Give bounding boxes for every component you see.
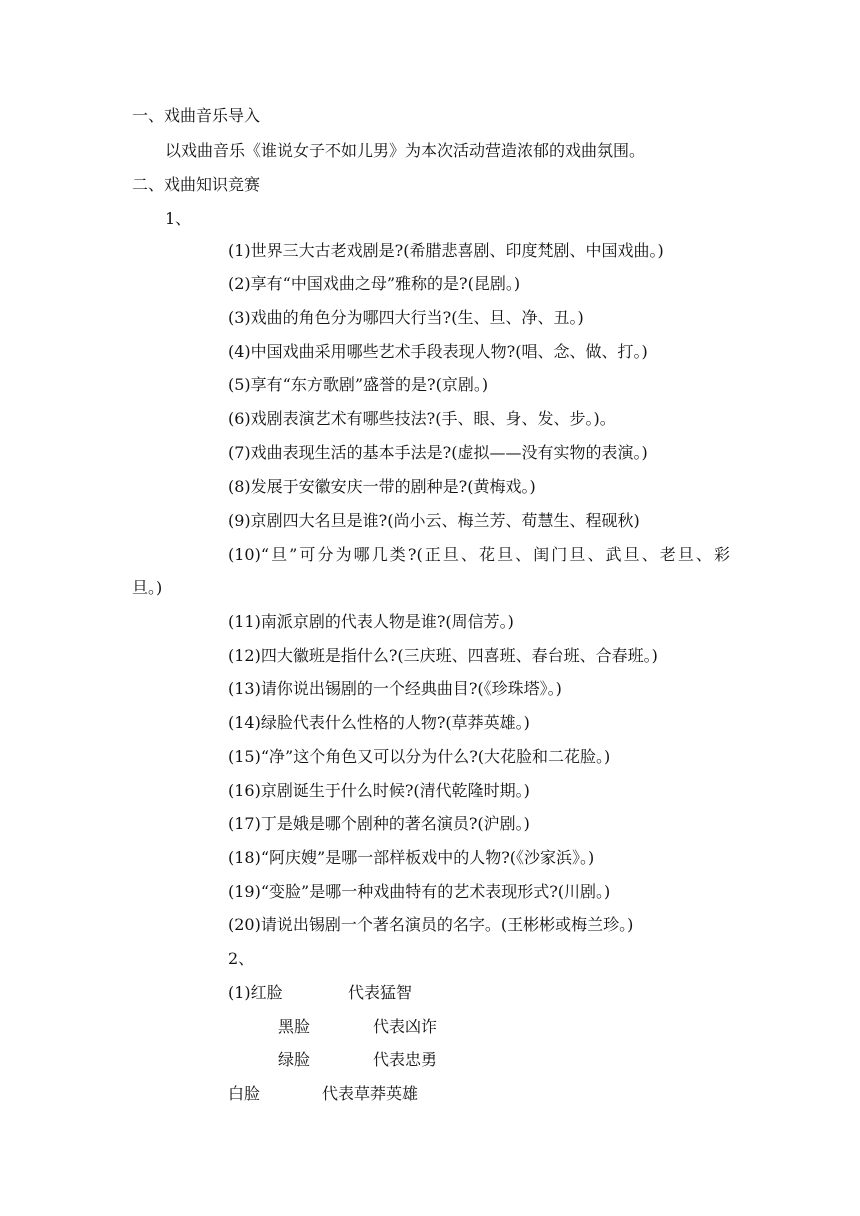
matching-right-3: 代表忠勇 xyxy=(373,1050,438,1069)
question-19: (19)“变脸”是哪一种戏曲特有的艺术表现形式?(川剧。) xyxy=(228,882,611,901)
matching-right-1: 代表猛智 xyxy=(348,983,413,1002)
matching-left-1: (1)红脸 xyxy=(228,983,283,1002)
question-17: (17)丁是娥是哪个剧种的著名演员?(沪剧。) xyxy=(228,814,530,833)
question-7: (7)戏曲表现生活的基本手法是?(虚拟——没有实物的表演。) xyxy=(228,443,648,462)
question-2: (2)享有“中国戏曲之母”雅称的是?(昆剧。) xyxy=(228,274,521,293)
matching-left-2: 黑脸 xyxy=(278,1017,311,1036)
question-13: (13)请你说出锡剧的一个经典曲目?(《珍珠塔》。) xyxy=(228,679,562,698)
question-20: (20)请说出锡剧一个著名演员的名字。(王彬彬或梅兰珍。) xyxy=(228,915,634,934)
subsection-1-label: 1、 xyxy=(165,209,192,228)
heading-section-1: 一、戏曲音乐导入 xyxy=(132,106,261,125)
question-5: (5)享有“东方歌剧”盛誉的是?(京剧。) xyxy=(228,375,489,394)
question-9: (9)京剧四大名旦是谁?(尚小云、梅兰芳、荀慧生、程砚秋) xyxy=(228,511,640,530)
matching-right-4: 代表草莽英雄 xyxy=(322,1084,419,1103)
heading-section-2: 二、戏曲知识竞赛 xyxy=(132,175,261,194)
question-16: (16)京剧诞生于什么时候?(清代乾隆时期。) xyxy=(228,781,530,800)
matching-right-2: 代表凶诈 xyxy=(373,1017,438,1036)
question-1: (1)世界三大古老戏剧是?(希腊悲喜剧、印度梵剧、中国戏曲。) xyxy=(228,241,664,260)
question-6: (6)戏剧表演艺术有哪些技法?(手、眼、身、发、步。)。 xyxy=(228,409,616,428)
question-12: (12)四大徽班是指什么?(三庆班、四喜班、春台班、合春班。) xyxy=(228,646,658,665)
question-4: (4)中国戏曲采用哪些艺术手段表现人物?(唱、念、做、打。) xyxy=(228,342,648,361)
question-8: (8)发展于安徽安庆一带的剧种是?(黄梅戏。) xyxy=(228,477,536,496)
question-14: (14)绿脸代表什么性格的人物?(草莽英雄。) xyxy=(228,713,530,732)
question-3: (3)戏曲的角色分为哪四大行当?(生、旦、净、丑。) xyxy=(228,308,584,327)
question-15: (15)“净”这个角色又可以分为什么?(大花脸和二花脸。) xyxy=(228,747,611,766)
question-18: (18)“阿庆嫂”是哪一部样板戏中的人物?(《沙家浜》。) xyxy=(228,848,595,867)
subsection-2-label: 2、 xyxy=(228,949,255,968)
intro-paragraph: 以戏曲音乐《谁说女子不如儿男》为本次活动营造浓郁的戏曲氛围。 xyxy=(165,141,646,160)
question-10: (10)“旦”可分为哪几类?(正旦、花旦、闺门旦、武旦、老旦、彩 xyxy=(228,545,730,564)
question-10-continuation: 旦。) xyxy=(132,578,163,597)
matching-left-3: 绿脸 xyxy=(278,1050,311,1069)
matching-left-4: 白脸 xyxy=(228,1084,261,1103)
question-11: (11)南派京剧的代表人物是谁?(周信芳。) xyxy=(228,612,514,631)
